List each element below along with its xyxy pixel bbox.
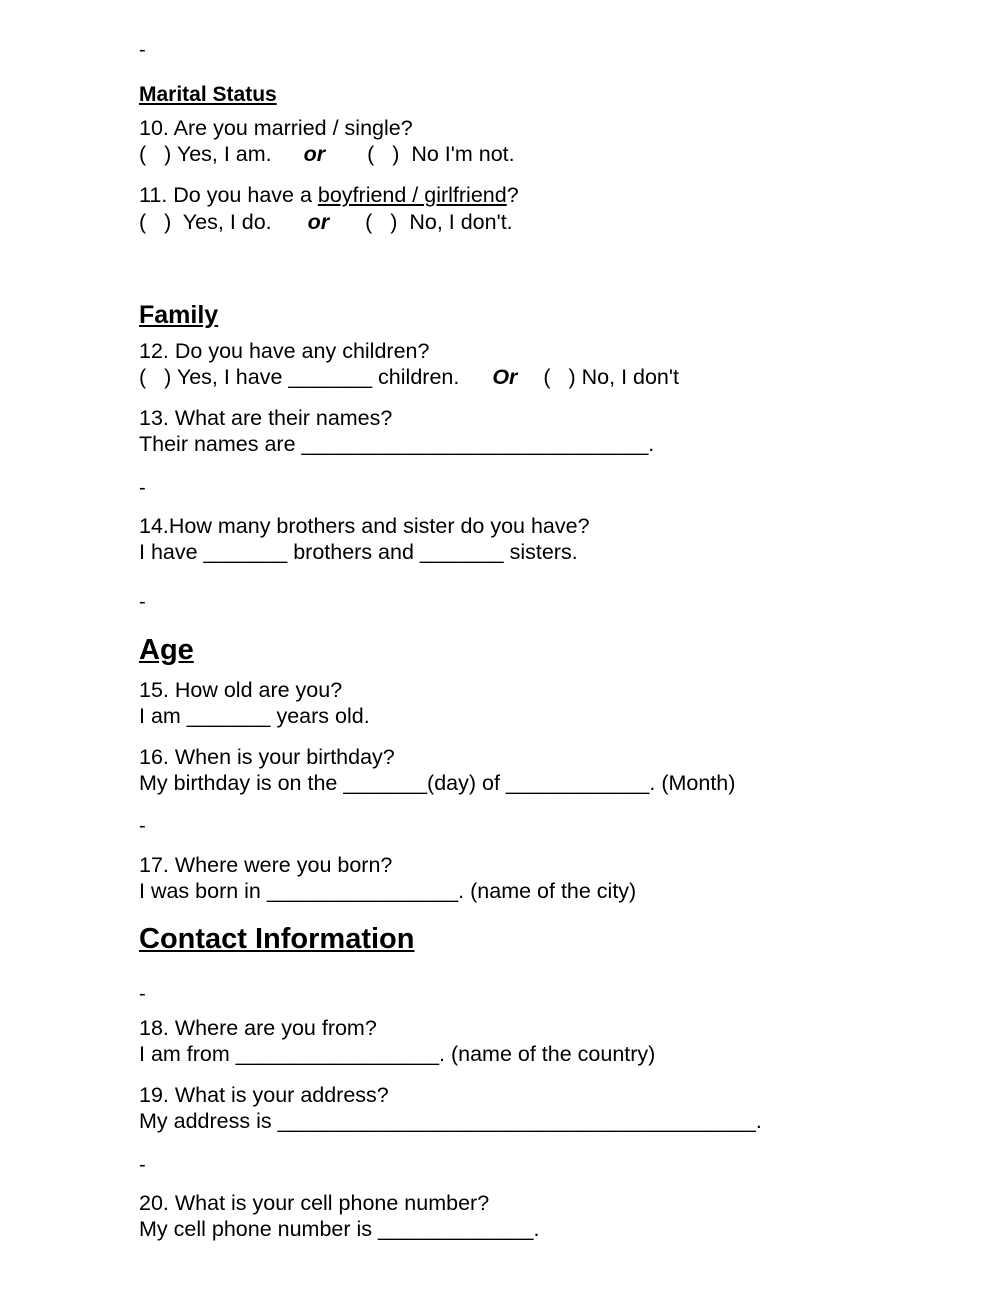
option-no[interactable]: ( ) No, I don't (543, 365, 679, 389)
boyfriend-girlfriend-underlined: boyfriend / girlfriend (317, 183, 507, 207)
option-no[interactable]: ( ) No, I don't. (365, 210, 513, 234)
question-16: 16. When is your birthday? (139, 745, 395, 769)
answer-13[interactable]: Their names are _____________________________. (139, 432, 655, 456)
answer-14[interactable]: I have _______ brothers and _______ sisters. (139, 540, 578, 564)
question-14: 14.How many brothers and sister do you have? (139, 514, 590, 538)
separator-dash: - (139, 477, 146, 499)
section-heading-family: Family (139, 301, 219, 329)
section-heading-age: Age (139, 634, 194, 666)
question-17: 17. Where were you born? (139, 853, 393, 877)
question-20: 20. What is your cell phone number? (139, 1191, 490, 1215)
option-yes[interactable]: ( ) Yes, I have _______ children. (139, 365, 460, 389)
question-12: 12. Do you have any children? (139, 339, 430, 363)
section-heading-marital-status: Marital Status (139, 83, 277, 106)
answer-line-11 (139, 209, 513, 235)
question-11-text: 11. Do you have a (139, 183, 318, 207)
answer-16[interactable]: My birthday is on the _______(day) of ____________. (Month) (139, 771, 736, 795)
question-15: 15. How old are you? (139, 678, 343, 702)
question-10: 10. Are you married / single? (139, 116, 413, 140)
answer-20[interactable]: My cell phone number is _____________. (139, 1217, 540, 1241)
separator-dash: - (139, 815, 146, 837)
option-yes[interactable]: ( ) Yes, I do. (139, 210, 272, 234)
separator-dash: - (139, 983, 146, 1005)
separator-dash: - (139, 591, 146, 613)
answer-15[interactable]: I am _______ years old. (139, 704, 370, 728)
or-word: Or (492, 365, 518, 389)
separator-dash: - (139, 39, 146, 61)
answer-18[interactable]: I am from _________________. (name of the country) (139, 1042, 656, 1066)
question-18: 18. Where are you from? (139, 1016, 377, 1040)
question-11 (139, 182, 519, 208)
or-word: or (307, 210, 330, 234)
question-11-mark: ? (506, 183, 519, 207)
or-word: or (303, 142, 326, 166)
answer-19[interactable]: My address is ________________________________________. (139, 1109, 762, 1133)
question-13: 13. What are their names? (139, 406, 393, 430)
question-19: 19. What is your address? (139, 1083, 389, 1107)
answer-line-12 (139, 364, 679, 390)
answer-17[interactable]: I was born in ________________. (name of the city) (139, 879, 637, 903)
option-no[interactable]: ( ) No I'm not. (367, 142, 515, 166)
option-yes[interactable]: ( ) Yes, I am. (139, 142, 272, 166)
section-heading-contact-information: Contact Information (139, 923, 415, 955)
separator-dash: - (139, 1154, 146, 1176)
answer-line-10 (139, 141, 515, 167)
